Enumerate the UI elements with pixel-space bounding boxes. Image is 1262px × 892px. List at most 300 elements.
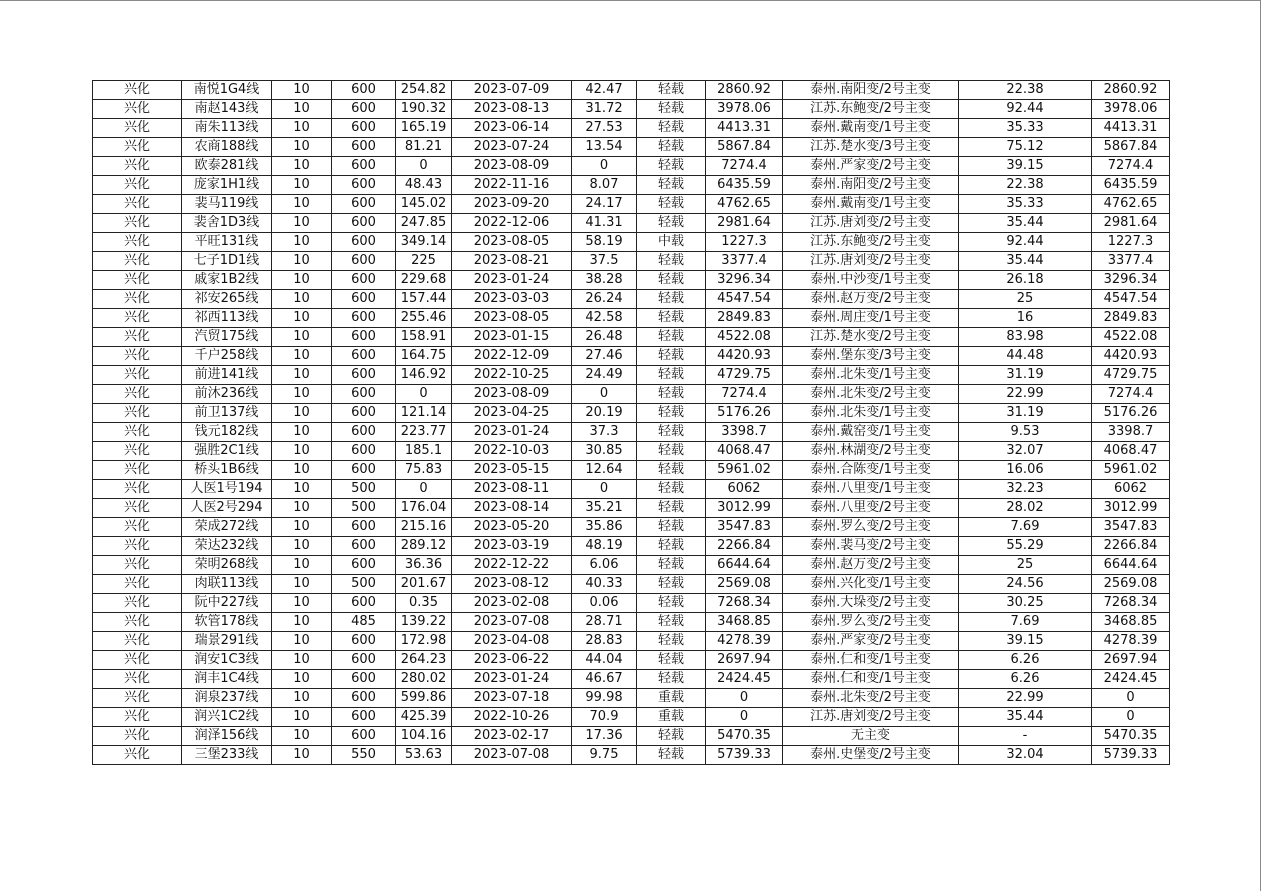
load-status-cell: 轻载 (637, 176, 706, 195)
table-row (93, 499, 1170, 518)
load-cell: 349.14 (396, 233, 452, 252)
region-cell: 兴化 (93, 632, 182, 651)
transformer-cell: 泰州.赵万变/2号主变 (783, 290, 959, 309)
voltage-cell: 10 (272, 613, 332, 632)
transformer-cell: 无主变 (783, 727, 959, 746)
transformer-cell: 江苏.唐刘变/2号主变 (783, 708, 959, 727)
remaining-capacity-cell: 4522.08 (1092, 328, 1170, 347)
region-cell: 兴化 (93, 480, 182, 499)
table-row (93, 290, 1170, 309)
capacity-cell: 600 (332, 214, 396, 233)
capacity-cell: 600 (332, 651, 396, 670)
load-cell: 157.44 (396, 290, 452, 309)
region-cell: 兴化 (93, 347, 182, 366)
table-row (93, 347, 1170, 366)
voltage-cell: 10 (272, 461, 332, 480)
date-cell: 2022-11-16 (452, 176, 572, 195)
available-capacity-cell: 2424.45 (706, 670, 783, 689)
transformer-cell: 泰州.罗么变/2号主变 (783, 613, 959, 632)
voltage-cell: 10 (272, 138, 332, 157)
available-capacity-cell: 6435.59 (706, 176, 783, 195)
load-rate-cell: 28.83 (572, 632, 637, 651)
line-name-cell: 祁安265线 (182, 290, 272, 309)
transformer-cell: 泰州.仁和变/1号主变 (783, 651, 959, 670)
transformer-load-rate-cell: 31.19 (959, 366, 1092, 385)
transformer-load-rate-cell: 39.15 (959, 632, 1092, 651)
date-cell: 2023-08-12 (452, 575, 572, 594)
voltage-cell: 10 (272, 309, 332, 328)
remaining-capacity-cell: 4278.39 (1092, 632, 1170, 651)
date-cell: 2023-06-22 (452, 651, 572, 670)
capacity-cell: 600 (332, 594, 396, 613)
date-cell: 2023-02-17 (452, 727, 572, 746)
capacity-cell: 600 (332, 518, 396, 537)
transformer-load-rate-cell: 22.38 (959, 81, 1092, 100)
table-row (93, 252, 1170, 271)
load-status-cell: 轻载 (637, 100, 706, 119)
load-status-cell: 轻载 (637, 613, 706, 632)
remaining-capacity-cell: 2697.94 (1092, 651, 1170, 670)
load-rate-cell: 46.67 (572, 670, 637, 689)
available-capacity-cell: 3377.4 (706, 252, 783, 271)
region-cell: 兴化 (93, 176, 182, 195)
load-cell: 53.63 (396, 746, 452, 765)
transformer-cell: 泰州.兴化变/1号主变 (783, 575, 959, 594)
transformer-cell: 泰州.北朱变/2号主变 (783, 385, 959, 404)
load-cell: 164.75 (396, 347, 452, 366)
load-status-cell: 重载 (637, 689, 706, 708)
table-row (93, 81, 1170, 100)
load-status-cell: 轻载 (637, 651, 706, 670)
remaining-capacity-cell: 2981.64 (1092, 214, 1170, 233)
transformer-load-rate-cell: 7.69 (959, 613, 1092, 632)
transformer-load-rate-cell: 35.44 (959, 214, 1092, 233)
transformer-load-rate-cell: 55.29 (959, 537, 1092, 556)
capacity-cell: 600 (332, 100, 396, 119)
voltage-cell: 10 (272, 556, 332, 575)
remaining-capacity-cell: 5176.26 (1092, 404, 1170, 423)
line-name-cell: 润丰1C4线 (182, 670, 272, 689)
voltage-cell: 10 (272, 727, 332, 746)
capacity-cell: 550 (332, 746, 396, 765)
capacity-cell: 600 (332, 689, 396, 708)
region-cell: 兴化 (93, 271, 182, 290)
transformer-cell: 泰州.南阳变/2号主变 (783, 176, 959, 195)
line-name-cell: 强胜2C1线 (182, 442, 272, 461)
load-cell: 75.83 (396, 461, 452, 480)
load-rate-cell: 30.85 (572, 442, 637, 461)
transformer-cell: 泰州.裴马变/2号主变 (783, 537, 959, 556)
transformer-load-rate-cell: 32.07 (959, 442, 1092, 461)
load-cell: 165.19 (396, 119, 452, 138)
capacity-cell: 600 (332, 176, 396, 195)
table-row (93, 195, 1170, 214)
region-cell: 兴化 (93, 423, 182, 442)
line-name-cell: 钱元182线 (182, 423, 272, 442)
available-capacity-cell: 7274.4 (706, 157, 783, 176)
line-name-cell: 荣达232线 (182, 537, 272, 556)
line-name-cell: 阮中227线 (182, 594, 272, 613)
load-rate-cell: 26.24 (572, 290, 637, 309)
load-rate-cell: 35.86 (572, 518, 637, 537)
capacity-cell: 600 (332, 670, 396, 689)
transformer-load-rate-cell: 22.38 (959, 176, 1092, 195)
line-name-cell: 人医1号194 (182, 480, 272, 499)
transformer-cell: 泰州.大垛变/2号主变 (783, 594, 959, 613)
remaining-capacity-cell: 4729.75 (1092, 366, 1170, 385)
load-rate-cell: 6.06 (572, 556, 637, 575)
line-name-cell: 润泉237线 (182, 689, 272, 708)
line-name-cell: 裴舍1D3线 (182, 214, 272, 233)
load-cell: 254.82 (396, 81, 452, 100)
date-cell: 2022-12-22 (452, 556, 572, 575)
date-cell: 2023-08-11 (452, 480, 572, 499)
capacity-cell: 600 (332, 233, 396, 252)
voltage-cell: 10 (272, 328, 332, 347)
table-row (93, 613, 1170, 632)
load-cell: 225 (396, 252, 452, 271)
capacity-cell: 600 (332, 385, 396, 404)
voltage-cell: 10 (272, 480, 332, 499)
table-row (93, 119, 1170, 138)
transformer-load-rate-cell: 31.19 (959, 404, 1092, 423)
available-capacity-cell: 2981.64 (706, 214, 783, 233)
date-cell: 2023-07-24 (452, 138, 572, 157)
date-cell: 2023-08-05 (452, 309, 572, 328)
region-cell: 兴化 (93, 404, 182, 423)
transformer-cell: 泰州.戴南变/1号主变 (783, 119, 959, 138)
table-row (93, 328, 1170, 347)
remaining-capacity-cell: 2849.83 (1092, 309, 1170, 328)
voltage-cell: 10 (272, 670, 332, 689)
transformer-load-rate-cell: 92.44 (959, 100, 1092, 119)
capacity-cell: 600 (332, 195, 396, 214)
load-rate-cell: 58.19 (572, 233, 637, 252)
remaining-capacity-cell: 7274.4 (1092, 385, 1170, 404)
transformer-load-rate-cell: 75.12 (959, 138, 1092, 157)
region-cell: 兴化 (93, 81, 182, 100)
load-cell: 264.23 (396, 651, 452, 670)
table-row (93, 651, 1170, 670)
date-cell: 2023-01-24 (452, 670, 572, 689)
line-name-cell: 荣成272线 (182, 518, 272, 537)
available-capacity-cell: 7274.4 (706, 385, 783, 404)
load-status-cell: 轻载 (637, 157, 706, 176)
load-cell: 185.1 (396, 442, 452, 461)
transformer-cell: 泰州.严家变/2号主变 (783, 157, 959, 176)
table-row (93, 309, 1170, 328)
line-name-cell: 三堡233线 (182, 746, 272, 765)
transformer-load-rate-cell: 32.23 (959, 480, 1092, 499)
voltage-cell: 10 (272, 157, 332, 176)
table-row (93, 442, 1170, 461)
transformer-cell: 江苏.唐刘变/2号主变 (783, 214, 959, 233)
transformer-load-rate-cell: 30.25 (959, 594, 1092, 613)
load-cell: 139.22 (396, 613, 452, 632)
date-cell: 2023-07-09 (452, 81, 572, 100)
transformer-load-rate-cell: 28.02 (959, 499, 1092, 518)
load-cell: 172.98 (396, 632, 452, 651)
transformer-load-rate-cell: 16 (959, 309, 1092, 328)
transformer-load-rate-cell: 25 (959, 290, 1092, 309)
date-cell: 2023-08-09 (452, 157, 572, 176)
load-rate-cell: 27.46 (572, 347, 637, 366)
voltage-cell: 10 (272, 100, 332, 119)
available-capacity-cell: 4762.65 (706, 195, 783, 214)
load-rate-cell: 37.5 (572, 252, 637, 271)
load-status-cell: 轻载 (637, 252, 706, 271)
load-cell: 146.92 (396, 366, 452, 385)
transformer-cell: 泰州.周庄变/1号主变 (783, 309, 959, 328)
line-name-cell: 南悦1G4线 (182, 81, 272, 100)
table-row (93, 461, 1170, 480)
remaining-capacity-cell: 3547.83 (1092, 518, 1170, 537)
remaining-capacity-cell: 5739.33 (1092, 746, 1170, 765)
load-cell: 104.16 (396, 727, 452, 746)
load-status-cell: 轻载 (637, 138, 706, 157)
region-cell: 兴化 (93, 442, 182, 461)
transformer-cell: 泰州.史堡变/2号主变 (783, 746, 959, 765)
transformer-load-rate-cell: 6.26 (959, 651, 1092, 670)
line-name-cell: 戚家1B2线 (182, 271, 272, 290)
date-cell: 2023-04-25 (452, 404, 572, 423)
capacity-cell: 600 (332, 461, 396, 480)
remaining-capacity-cell: 1227.3 (1092, 233, 1170, 252)
line-name-cell: 润安1C3线 (182, 651, 272, 670)
load-status-cell: 轻载 (637, 404, 706, 423)
capacity-cell: 600 (332, 328, 396, 347)
voltage-cell: 10 (272, 689, 332, 708)
remaining-capacity-cell: 0 (1092, 708, 1170, 727)
voltage-cell: 10 (272, 119, 332, 138)
date-cell: 2023-07-18 (452, 689, 572, 708)
available-capacity-cell: 6644.64 (706, 556, 783, 575)
date-cell: 2022-10-25 (452, 366, 572, 385)
remaining-capacity-cell: 2860.92 (1092, 81, 1170, 100)
date-cell: 2023-05-20 (452, 518, 572, 537)
load-status-cell: 轻载 (637, 442, 706, 461)
load-cell: 81.21 (396, 138, 452, 157)
load-cell: 0 (396, 157, 452, 176)
available-capacity-cell: 4420.93 (706, 347, 783, 366)
table-row (93, 708, 1170, 727)
table-row (93, 537, 1170, 556)
line-name-cell: 桥头1B6线 (182, 461, 272, 480)
region-cell: 兴化 (93, 575, 182, 594)
load-rate-cell: 0 (572, 157, 637, 176)
load-cell: 190.32 (396, 100, 452, 119)
line-name-cell: 农商188线 (182, 138, 272, 157)
region-cell: 兴化 (93, 214, 182, 233)
region-cell: 兴化 (93, 594, 182, 613)
table-row (93, 157, 1170, 176)
capacity-cell: 600 (332, 271, 396, 290)
load-status-cell: 轻载 (637, 575, 706, 594)
available-capacity-cell: 0 (706, 689, 783, 708)
load-cell: 247.85 (396, 214, 452, 233)
capacity-cell: 600 (332, 366, 396, 385)
load-rate-cell: 24.17 (572, 195, 637, 214)
load-rate-cell: 44.04 (572, 651, 637, 670)
remaining-capacity-cell: 2424.45 (1092, 670, 1170, 689)
transformer-cell: 江苏.东鲍变/2号主变 (783, 233, 959, 252)
voltage-cell: 10 (272, 347, 332, 366)
available-capacity-cell: 4522.08 (706, 328, 783, 347)
available-capacity-cell: 3547.83 (706, 518, 783, 537)
load-status-cell: 轻载 (637, 461, 706, 480)
table-row (93, 746, 1170, 765)
transformer-load-rate-cell: 44.48 (959, 347, 1092, 366)
transformer-load-rate-cell: 22.99 (959, 689, 1092, 708)
region-cell: 兴化 (93, 233, 182, 252)
voltage-cell: 10 (272, 385, 332, 404)
transformer-cell: 泰州.仁和变/1号主变 (783, 670, 959, 689)
available-capacity-cell: 5470.35 (706, 727, 783, 746)
line-name-cell: 前沐236线 (182, 385, 272, 404)
capacity-cell: 600 (332, 442, 396, 461)
available-capacity-cell: 5961.02 (706, 461, 783, 480)
load-status-cell: 轻载 (637, 480, 706, 499)
transformer-cell: 泰州.合陈变/1号主变 (783, 461, 959, 480)
load-rate-cell: 20.19 (572, 404, 637, 423)
load-cell: 0.35 (396, 594, 452, 613)
load-cell: 0 (396, 480, 452, 499)
remaining-capacity-cell: 6435.59 (1092, 176, 1170, 195)
line-name-cell: 前进141线 (182, 366, 272, 385)
table-row (93, 480, 1170, 499)
remaining-capacity-cell: 3468.85 (1092, 613, 1170, 632)
line-name-cell: 七子1D1线 (182, 252, 272, 271)
available-capacity-cell: 2569.08 (706, 575, 783, 594)
table-row (93, 176, 1170, 195)
date-cell: 2023-02-08 (452, 594, 572, 613)
remaining-capacity-cell: 4547.54 (1092, 290, 1170, 309)
capacity-cell: 600 (332, 119, 396, 138)
load-rate-cell: 0 (572, 385, 637, 404)
line-name-cell: 南朱113线 (182, 119, 272, 138)
transformer-cell: 泰州.八里变/1号主变 (783, 480, 959, 499)
load-rate-cell: 42.47 (572, 81, 637, 100)
remaining-capacity-cell: 4762.65 (1092, 195, 1170, 214)
voltage-cell: 10 (272, 575, 332, 594)
load-rate-cell: 42.58 (572, 309, 637, 328)
date-cell: 2023-01-15 (452, 328, 572, 347)
date-cell: 2023-05-15 (452, 461, 572, 480)
load-cell: 425.39 (396, 708, 452, 727)
line-name-cell: 瑞景291线 (182, 632, 272, 651)
load-status-cell: 轻载 (637, 347, 706, 366)
transformer-load-rate-cell: 6.26 (959, 670, 1092, 689)
remaining-capacity-cell: 2266.84 (1092, 537, 1170, 556)
available-capacity-cell: 4413.31 (706, 119, 783, 138)
load-rate-cell: 17.36 (572, 727, 637, 746)
transformer-load-rate-cell: 35.44 (959, 252, 1092, 271)
data-table (92, 80, 1170, 765)
capacity-cell: 600 (332, 138, 396, 157)
transformer-load-rate-cell: 25 (959, 556, 1092, 575)
load-rate-cell: 8.07 (572, 176, 637, 195)
load-status-cell: 轻载 (637, 537, 706, 556)
capacity-cell: 600 (332, 727, 396, 746)
voltage-cell: 10 (272, 708, 332, 727)
transformer-load-rate-cell: - (959, 727, 1092, 746)
load-cell: 48.43 (396, 176, 452, 195)
load-status-cell: 轻载 (637, 328, 706, 347)
available-capacity-cell: 3978.06 (706, 100, 783, 119)
transformer-cell: 泰州.戴南变/1号主变 (783, 195, 959, 214)
voltage-cell: 10 (272, 176, 332, 195)
load-status-cell: 轻载 (637, 518, 706, 537)
available-capacity-cell: 2266.84 (706, 537, 783, 556)
table-row (93, 233, 1170, 252)
remaining-capacity-cell: 7274.4 (1092, 157, 1170, 176)
transformer-load-rate-cell: 35.33 (959, 119, 1092, 138)
capacity-cell: 600 (332, 81, 396, 100)
line-name-cell: 南赵143线 (182, 100, 272, 119)
capacity-cell: 600 (332, 632, 396, 651)
date-cell: 2023-04-08 (452, 632, 572, 651)
transformer-load-rate-cell: 9.53 (959, 423, 1092, 442)
transformer-cell: 泰州.八里变/2号主变 (783, 499, 959, 518)
capacity-cell: 600 (332, 347, 396, 366)
date-cell: 2023-07-08 (452, 746, 572, 765)
voltage-cell: 10 (272, 423, 332, 442)
transformer-cell: 泰州.中沙变/1号主变 (783, 271, 959, 290)
capacity-cell: 600 (332, 309, 396, 328)
remaining-capacity-cell: 4413.31 (1092, 119, 1170, 138)
load-status-cell: 轻载 (637, 214, 706, 233)
remaining-capacity-cell: 0 (1092, 689, 1170, 708)
line-name-cell: 肉联113线 (182, 575, 272, 594)
load-rate-cell: 35.21 (572, 499, 637, 518)
load-cell: 145.02 (396, 195, 452, 214)
region-cell: 兴化 (93, 138, 182, 157)
region-cell: 兴化 (93, 613, 182, 632)
transformer-cell: 泰州.南阳变/2号主变 (783, 81, 959, 100)
table-row (93, 423, 1170, 442)
line-name-cell: 润兴1C2线 (182, 708, 272, 727)
table-row (93, 632, 1170, 651)
voltage-cell: 10 (272, 594, 332, 613)
capacity-cell: 600 (332, 556, 396, 575)
transformer-load-rate-cell: 26.18 (959, 271, 1092, 290)
region-cell: 兴化 (93, 157, 182, 176)
load-status-cell: 轻载 (637, 81, 706, 100)
load-cell: 36.36 (396, 556, 452, 575)
load-rate-cell: 37.3 (572, 423, 637, 442)
line-name-cell: 庞家1H1线 (182, 176, 272, 195)
table-row (93, 689, 1170, 708)
region-cell: 兴化 (93, 100, 182, 119)
load-rate-cell: 26.48 (572, 328, 637, 347)
load-status-cell: 轻载 (637, 746, 706, 765)
available-capacity-cell: 3296.34 (706, 271, 783, 290)
line-name-cell: 润泽156线 (182, 727, 272, 746)
transformer-load-rate-cell: 35.33 (959, 195, 1092, 214)
load-cell: 0 (396, 385, 452, 404)
region-cell: 兴化 (93, 328, 182, 347)
transformer-cell: 泰州.林湖变/2号主变 (783, 442, 959, 461)
remaining-capacity-cell: 7268.34 (1092, 594, 1170, 613)
available-capacity-cell: 2697.94 (706, 651, 783, 670)
load-rate-cell: 40.33 (572, 575, 637, 594)
load-status-cell: 中载 (637, 233, 706, 252)
remaining-capacity-cell: 6062 (1092, 480, 1170, 499)
load-cell: 280.02 (396, 670, 452, 689)
load-status-cell: 轻载 (637, 119, 706, 138)
capacity-cell: 600 (332, 290, 396, 309)
load-status-cell: 重载 (637, 708, 706, 727)
